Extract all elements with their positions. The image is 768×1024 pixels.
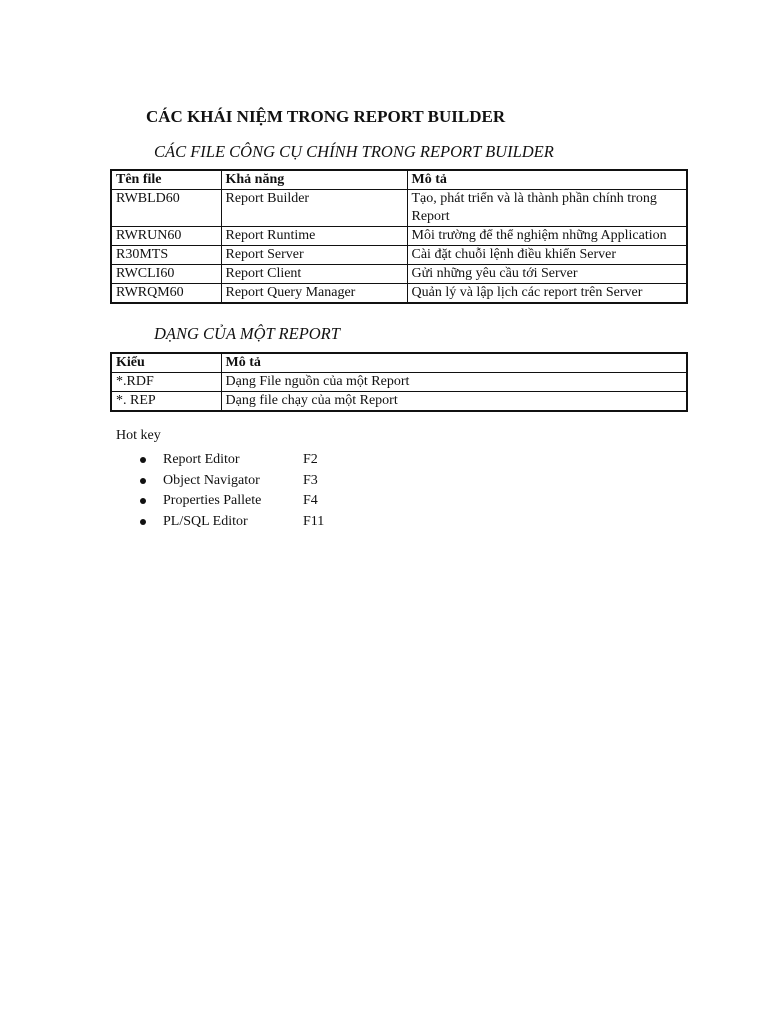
bullet-icon [140, 478, 146, 484]
cell-description: Gửi những yêu cầu tới Server [407, 265, 687, 284]
bullet-icon [140, 457, 146, 463]
table-header-row [111, 353, 687, 373]
table-header-row [111, 170, 687, 190]
cell-description: Cài đặt chuỗi lệnh điều khiển Server [407, 246, 687, 265]
table-row [111, 246, 687, 265]
hotkey-key: F2 [303, 452, 318, 467]
cell-description: Tạo, phát triển và là thành phần chính trong Report [407, 190, 687, 227]
cell-type: *. REP [111, 392, 221, 412]
bullet-icon [140, 498, 146, 504]
cell-file-name: R30MTS [111, 246, 221, 265]
cell-capability: Report Query Manager [221, 284, 407, 304]
bullet-icon [140, 519, 146, 525]
cell-capability: Report Client [221, 265, 407, 284]
section-heading-report-types: DẠNG CỦA MỘT REPORT [154, 324, 340, 343]
hotkey-key: F3 [303, 472, 318, 488]
cell-capability: Report Runtime [221, 227, 407, 246]
cell-file-name: RWRUN60 [111, 227, 221, 246]
hotkey-name: Report Editor [163, 452, 240, 467]
cell-description: Môi trường để thể nghiệm những Application [407, 227, 687, 246]
table-row [111, 373, 687, 392]
cell-file-name: RWBLD60 [111, 190, 221, 227]
table-row [111, 190, 687, 227]
hotkey-key: F11 [303, 513, 325, 529]
column-header-description: Mô tả [407, 170, 687, 190]
cell-capability: Report Builder [221, 190, 407, 227]
cell-description: Dạng file chạy của một Report [221, 392, 687, 412]
cell-file-name: RWCLI60 [111, 265, 221, 284]
table-row [111, 392, 687, 412]
table-row [111, 265, 687, 284]
cell-capability: Report Server [221, 246, 407, 265]
table-row [111, 227, 687, 246]
cell-description: Quản lý và lập lịch các report trên Server [407, 284, 687, 304]
tools-table [110, 169, 688, 304]
hotkey-name: PL/SQL Editor [163, 513, 248, 529]
cell-description: Dạng File nguồn của một Report [221, 373, 687, 392]
hotkey-key: F4 [303, 493, 318, 508]
cell-file-name: RWRQM60 [111, 284, 221, 304]
column-header-description: Mô tả [221, 353, 687, 373]
hotkey-name: Properties Pallete [163, 493, 262, 508]
document-title: CÁC KHÁI NIỆM TRONG REPORT BUILDER [146, 107, 506, 126]
column-header-type: Kiểu [111, 353, 221, 373]
column-header-file-name: Tên file [111, 170, 221, 190]
column-header-capability: Khả năng [221, 170, 407, 190]
cell-type: *.RDF [111, 373, 221, 392]
report-types-table [110, 352, 688, 412]
hotkey-name: Object Navigator [163, 472, 260, 488]
hotkey-label: Hot key [116, 428, 161, 443]
table-row [111, 284, 687, 304]
section-heading-tools: CÁC FILE CÔNG CỤ CHÍNH TRONG REPORT BUILDER [154, 142, 554, 161]
